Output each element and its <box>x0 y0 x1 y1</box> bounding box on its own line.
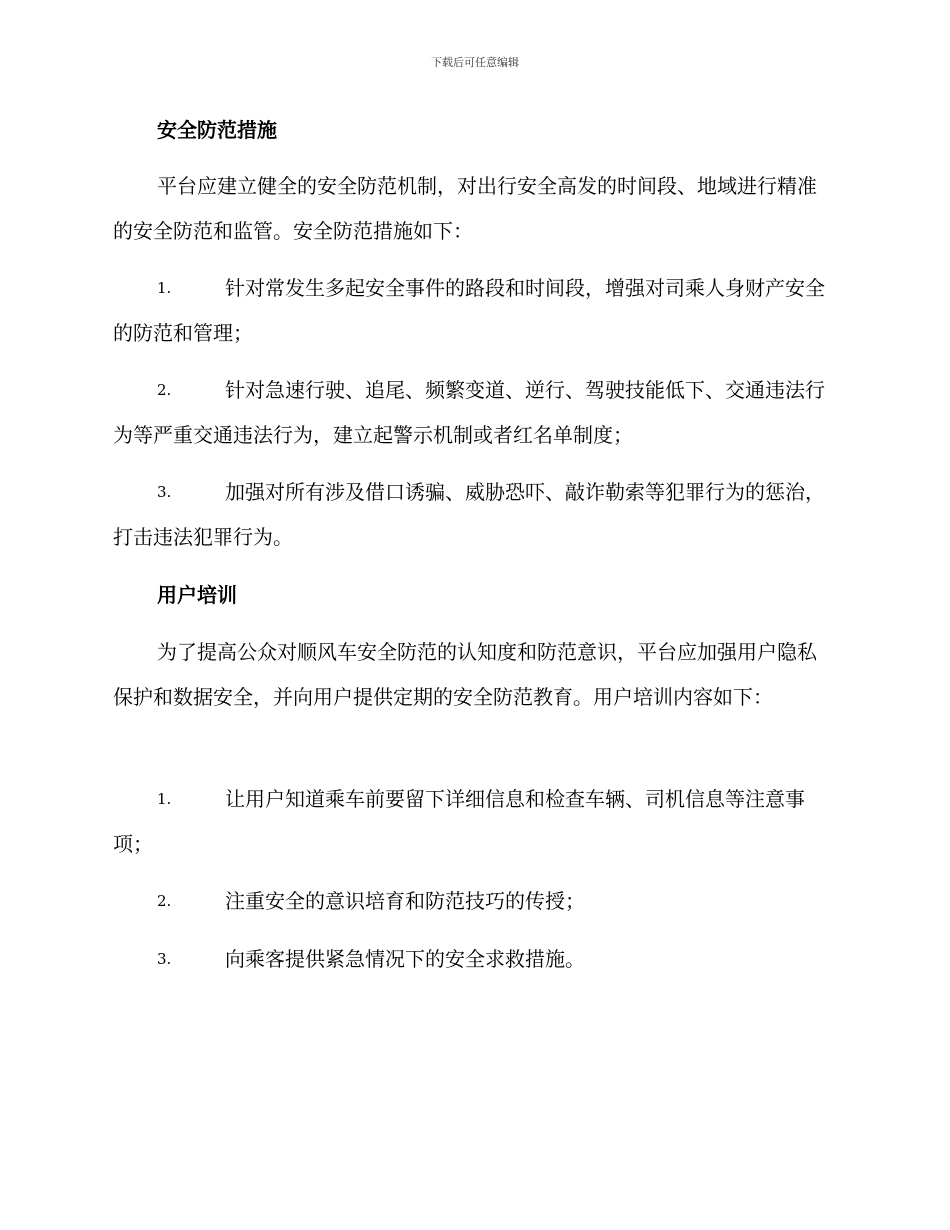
list-item <box>113 368 833 458</box>
list-item <box>113 879 833 924</box>
list-item-number: 2. <box>157 892 172 910</box>
list-item-number: 1. <box>157 790 172 808</box>
list-item-number: 3. <box>157 483 172 501</box>
section-intro-safety-measures <box>113 164 833 254</box>
list-item <box>113 937 833 982</box>
list-item-text: 注重安全的意识培育和防范技巧的传授； <box>225 889 585 913</box>
intro-paragraph: 为了提高公众对顺风车安全防范的认知度和防范意识，平台应加强用户隐私保护和数据安全，并向用户提供定期的安全防范教育。用户培训内容如下： <box>113 640 817 709</box>
section-heading-user-training: 用户培训 <box>157 583 237 607</box>
list-item <box>113 266 833 356</box>
list-item-text: 向乘客提供紧急情况下的安全求救措施。 <box>225 947 585 971</box>
section-intro-user-training <box>113 630 833 720</box>
list-item-number: 1. <box>157 279 172 297</box>
section-heading-safety-measures: 安全防范措施 <box>157 118 277 142</box>
intro-paragraph: 平台应建立健全的安全防范机制，对出行安全高发的时间段、地域进行精准的安全防范和监管。安全防范措施如下： <box>113 174 817 243</box>
list-item-text: 加强对所有涉及借口诱骗、威胁恐吓、敲诈勒索等犯罪行为的惩治，打击违法犯罪行为。 <box>113 480 825 549</box>
list-item-text: 针对常发生多起安全事件的路段和时间段，增强对司乘人身财产安全的防范和管理； <box>113 276 825 345</box>
page-header: 下载后可任意编辑 <box>431 56 519 69</box>
list-item-number: 2. <box>157 381 172 399</box>
list-item <box>113 777 833 867</box>
list-item <box>113 470 833 560</box>
list-item-number: 3. <box>157 950 172 968</box>
list-item-text: 让用户知道乘车前要留下详细信息和检查车辆、司机信息等注意事项； <box>113 787 805 856</box>
list-item-text: 针对急速行驶、追尾、频繁变道、逆行、驾驶技能低下、交通违法行为等严重交通违法行为，建立起警示机制或者红名单制度； <box>113 378 825 447</box>
